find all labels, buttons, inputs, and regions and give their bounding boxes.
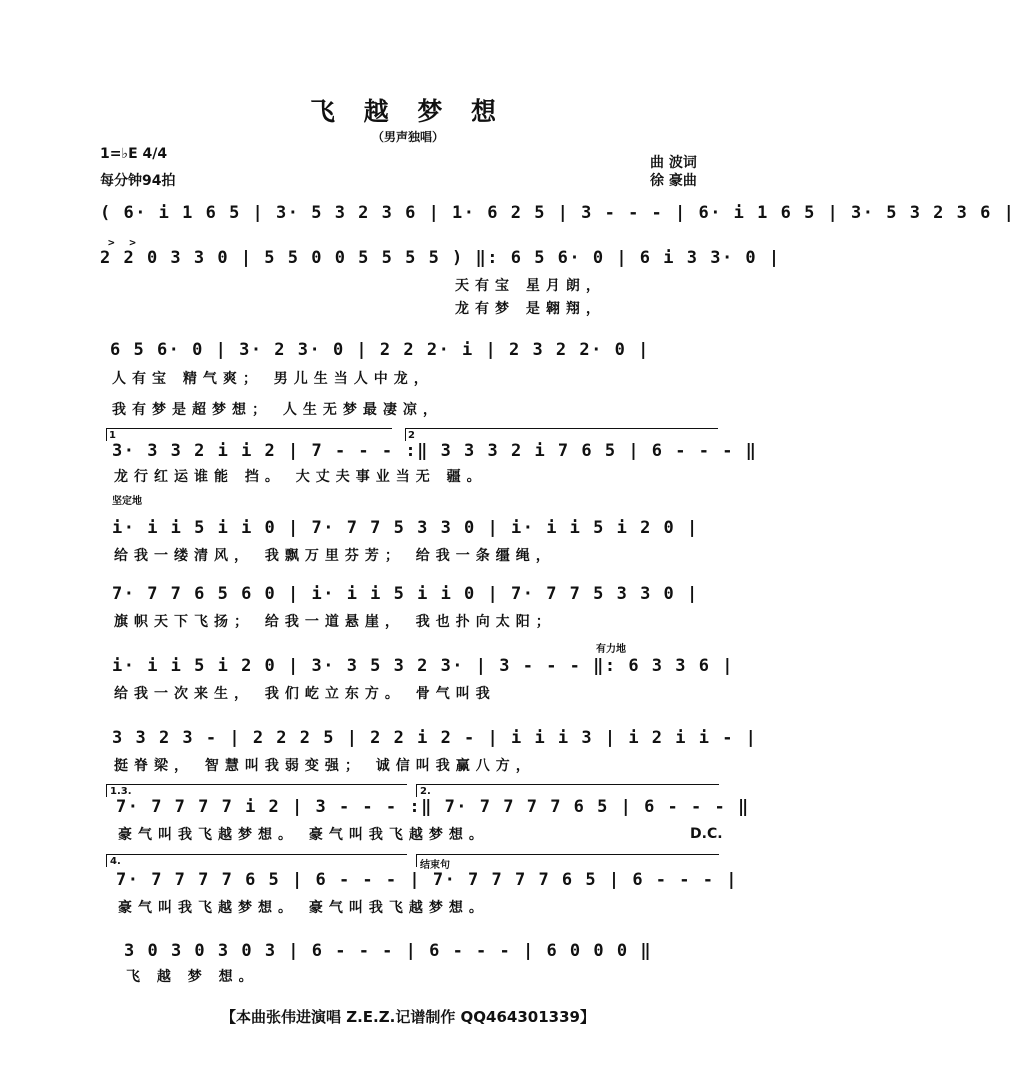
notation-row: 3 0 3 0 3 0 3 | 6 - - - | 6 - - - | 6 0 0 0 ‖ bbox=[124, 941, 653, 961]
lyric-line: 天有宝 星月朗， bbox=[455, 278, 606, 294]
lyric-line: 龙行红运谁能 挡。 大丈夫事业当无 疆。 bbox=[114, 469, 487, 485]
notation-row: i· i i 5 i 2 0 | 3· 3 5 3 2 3· | 3 - - - ‖: 6 3 3 6 | bbox=[112, 656, 734, 676]
key-signature: 1=♭E 4/4 bbox=[100, 146, 168, 162]
expression-mark: 有力地 bbox=[596, 644, 626, 655]
expression-mark: 坚定地 bbox=[112, 496, 142, 507]
volta-bracket bbox=[106, 784, 407, 797]
lyric-line: 我有梦是超梦想； 人生无梦最凄凉， bbox=[112, 402, 443, 418]
lyric-line: 给我一次来生， 我们屹立东方。 骨气叫我 bbox=[114, 686, 496, 702]
lyric-line: 给我一缕清风， 我飘万里芬芳； 给我一条缰绳， bbox=[114, 548, 556, 564]
lyric-line: 人有宝 精气爽； 男儿生当人中龙， bbox=[112, 371, 434, 387]
lyricist-credit: 曲 波词 bbox=[650, 155, 697, 171]
lyric-line: 龙有梦 是翱翔， bbox=[455, 301, 606, 317]
volta-label: 1 bbox=[109, 430, 116, 441]
notation-row: 7· 7 7 7 7 6 5 | 6 - - - | 7· 7 7 7 7 6 5 | 6 - - - | bbox=[116, 870, 738, 890]
lyric-line: 豪气叫我飞越梦想。 豪气叫我飞越梦想。 bbox=[118, 900, 489, 916]
volta-bracket bbox=[106, 854, 407, 867]
footer-credit: 【本曲张伟进演唱 Z.E.Z.记谱制作 QQ464301339】 bbox=[221, 1008, 595, 1026]
notation-row: ( 6· i 1 6 5 | 3· 5 3 2 3 6 | 1· 6 2 5 | 3 - - - | 6· i 1 6 5 | 3· 5 3 2 3 6 | bbox=[100, 203, 1015, 223]
volta-bracket bbox=[416, 854, 719, 867]
composer-credit: 徐 豪曲 bbox=[650, 173, 697, 189]
tempo: 每分钟94拍 bbox=[100, 173, 176, 189]
notation-row: 7· 7 7 6 5 6 0 | i· i i 5 i i 0 | 7· 7 7 5 3 3 0 | bbox=[112, 584, 699, 604]
volta-label: 4. bbox=[110, 856, 121, 867]
volta-bracket bbox=[416, 784, 719, 797]
notation-row: 7· 7 7 7 7 i 2 | 3 - - - :‖ 7· 7 7 7 7 6 5 | 6 - - - ‖ bbox=[116, 797, 750, 817]
lyric-line: 豪气叫我飞越梦想。 豪气叫我飞越梦想。 bbox=[118, 827, 489, 843]
volta-label: 2. bbox=[420, 786, 431, 797]
subtitle: （男声独唱） bbox=[371, 130, 444, 144]
dc-mark: D.C. bbox=[690, 826, 723, 842]
accent-marks: > > bbox=[108, 236, 140, 249]
notation-row: 3 3 2 3 - | 2 2 2 5 | 2 2 i 2 - | i i i 3 | i 2 i i - | bbox=[112, 728, 758, 748]
page-title: 飞 越 梦 想 bbox=[309, 97, 507, 126]
notation-row: 2 2 0 3 3 0 | 5 5 0 0 5 5 5 5 ) ‖: 6 5 6· 0 | 6 i 3 3· 0 | bbox=[100, 248, 781, 268]
volta-label: 1.3. bbox=[110, 786, 132, 797]
lyric-line: 飞 越 梦 想。 bbox=[126, 969, 259, 985]
notation-row: 3· 3 3 2 i i 2 | 7 - - - :‖ 3 3 3 2 i 7 6 5 | 6 - - - ‖ bbox=[112, 441, 758, 461]
lyric-line: 旗帜天下飞扬； 给我一道悬崖， 我也扑向太阳； bbox=[114, 614, 556, 630]
coda-label: 结束句 bbox=[420, 860, 450, 871]
volta-bracket bbox=[405, 428, 718, 441]
volta-bracket bbox=[106, 428, 392, 441]
notation-row: 6 5 6· 0 | 3· 2 3· 0 | 2 2 2· i | 2 3 2 2· 0 | bbox=[110, 340, 650, 360]
volta-label: 2 bbox=[408, 430, 415, 441]
notation-row: i· i i 5 i i 0 | 7· 7 7 5 3 3 0 | i· i i 5 i 2 0 | bbox=[112, 518, 699, 538]
lyric-line: 挺脊梁， 智慧叫我弱变强； 诚信叫我赢八方， bbox=[114, 758, 536, 774]
